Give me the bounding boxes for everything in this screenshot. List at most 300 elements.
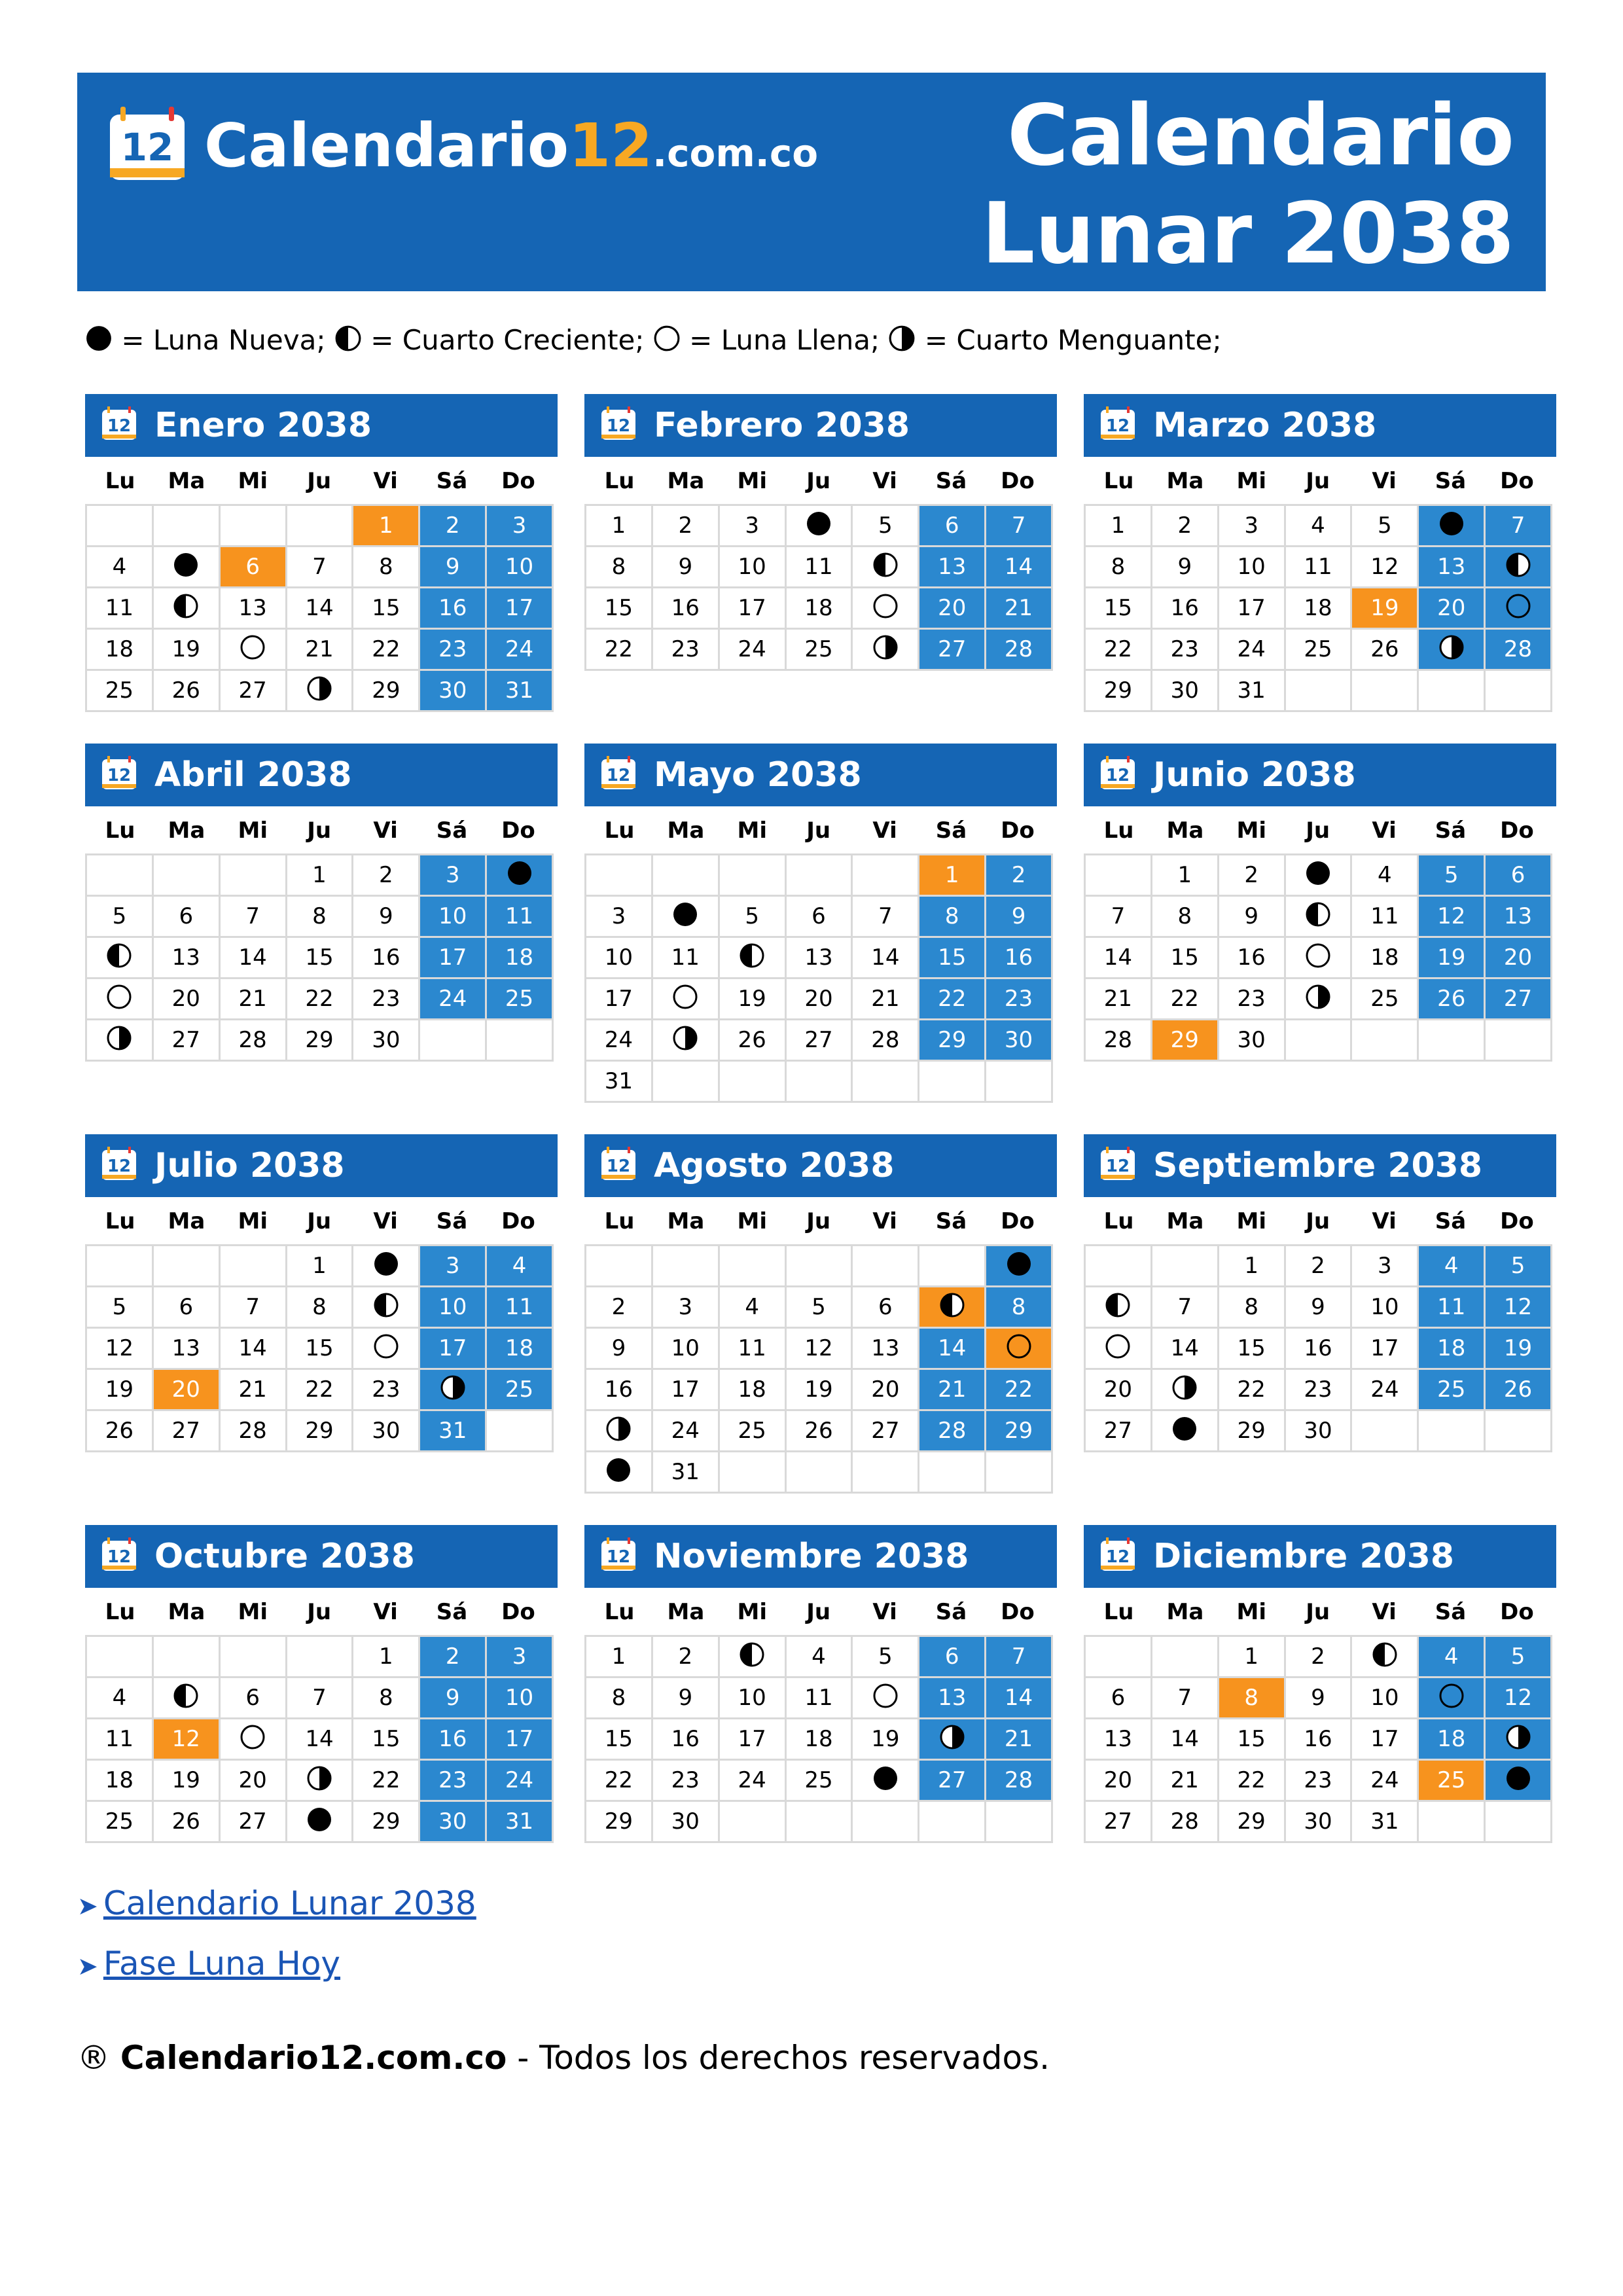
day-cell[interactable]: 6 (853, 1287, 918, 1327)
day-cell[interactable]: 2 (1152, 506, 1217, 545)
day-cell[interactable]: 19 (1352, 588, 1417, 628)
day-cell[interactable] (653, 897, 718, 936)
day-cell[interactable]: 14 (221, 938, 285, 977)
day-cell[interactable]: 24 (420, 979, 485, 1018)
day-cell[interactable] (420, 1370, 485, 1409)
day-cell[interactable]: 31 (653, 1452, 718, 1492)
day-cell[interactable]: 10 (720, 547, 785, 586)
day-cell[interactable]: 24 (1352, 1370, 1417, 1409)
day-cell[interactable] (586, 1411, 651, 1450)
day-cell[interactable]: 28 (1486, 630, 1550, 669)
day-cell[interactable] (853, 588, 918, 628)
day-cell[interactable]: 12 (1352, 547, 1417, 586)
day-cell[interactable]: 26 (720, 1020, 785, 1060)
day-cell[interactable]: 1 (1152, 855, 1217, 895)
day-cell[interactable]: 19 (154, 1761, 219, 1800)
day-cell[interactable]: 11 (1419, 1287, 1484, 1327)
day-cell[interactable]: 23 (1286, 1761, 1351, 1800)
day-cell[interactable]: 8 (919, 897, 984, 936)
day-cell[interactable] (853, 630, 918, 669)
day-cell[interactable]: 5 (853, 506, 918, 545)
day-cell[interactable]: 18 (1352, 938, 1417, 977)
day-cell[interactable]: 24 (1352, 1761, 1417, 1800)
day-cell[interactable]: 10 (487, 1678, 552, 1717)
day-cell[interactable] (1486, 588, 1550, 628)
day-cell[interactable]: 13 (1086, 1719, 1150, 1759)
day-cell[interactable] (287, 1802, 352, 1841)
day-cell[interactable]: 29 (1219, 1802, 1284, 1841)
day-cell[interactable] (1286, 897, 1351, 936)
day-cell[interactable]: 26 (1352, 630, 1417, 669)
day-cell[interactable]: 8 (353, 1678, 418, 1717)
day-cell[interactable]: 10 (1352, 1287, 1417, 1327)
day-cell[interactable] (1419, 506, 1484, 545)
day-cell[interactable]: 7 (1152, 1287, 1217, 1327)
day-cell[interactable]: 1 (287, 1246, 352, 1285)
day-cell[interactable]: 21 (853, 979, 918, 1018)
day-cell[interactable]: 31 (420, 1411, 485, 1450)
day-cell[interactable]: 23 (1286, 1370, 1351, 1409)
day-cell[interactable]: 11 (87, 1719, 152, 1759)
day-cell[interactable]: 23 (653, 1761, 718, 1800)
day-cell[interactable]: 19 (154, 630, 219, 669)
day-cell[interactable]: 27 (1086, 1802, 1150, 1841)
day-cell[interactable]: 7 (986, 1637, 1051, 1676)
day-cell[interactable]: 13 (919, 1678, 984, 1717)
day-cell[interactable]: 28 (919, 1411, 984, 1450)
day-cell[interactable]: 9 (420, 1678, 485, 1717)
day-cell[interactable]: 16 (353, 938, 418, 977)
day-cell[interactable]: 11 (1352, 897, 1417, 936)
day-cell[interactable] (1419, 1678, 1484, 1717)
day-cell[interactable]: 10 (586, 938, 651, 977)
day-cell[interactable]: 15 (287, 938, 352, 977)
day-cell[interactable]: 24 (487, 630, 552, 669)
day-cell[interactable]: 3 (653, 1287, 718, 1327)
day-cell[interactable]: 7 (1086, 897, 1150, 936)
day-cell[interactable]: 3 (1352, 1246, 1417, 1285)
day-cell[interactable]: 22 (1086, 630, 1150, 669)
day-cell[interactable]: 29 (353, 1802, 418, 1841)
day-cell[interactable]: 26 (87, 1411, 152, 1450)
day-cell[interactable]: 29 (287, 1411, 352, 1450)
day-cell[interactable]: 27 (221, 1802, 285, 1841)
day-cell[interactable]: 13 (1486, 897, 1550, 936)
day-cell[interactable]: 8 (287, 1287, 352, 1327)
day-cell[interactable]: 20 (221, 1761, 285, 1800)
day-cell[interactable]: 6 (919, 1637, 984, 1676)
day-cell[interactable]: 22 (586, 630, 651, 669)
day-cell[interactable]: 19 (87, 1370, 152, 1409)
day-cell[interactable]: 2 (986, 855, 1051, 895)
day-cell[interactable] (353, 1246, 418, 1285)
day-cell[interactable]: 14 (1086, 938, 1150, 977)
day-cell[interactable]: 2 (653, 1637, 718, 1676)
day-cell[interactable]: 4 (1352, 855, 1417, 895)
day-cell[interactable]: 18 (787, 1719, 851, 1759)
day-cell[interactable]: 2 (1286, 1637, 1351, 1676)
day-cell[interactable]: 1 (353, 1637, 418, 1676)
day-cell[interactable]: 18 (1419, 1329, 1484, 1368)
day-cell[interactable] (154, 1678, 219, 1717)
day-cell[interactable]: 9 (1219, 897, 1284, 936)
day-cell[interactable]: 14 (221, 1329, 285, 1368)
day-cell[interactable]: 19 (787, 1370, 851, 1409)
day-cell[interactable]: 2 (420, 506, 485, 545)
day-cell[interactable]: 4 (1419, 1637, 1484, 1676)
day-cell[interactable]: 26 (1486, 1370, 1550, 1409)
day-cell[interactable]: 24 (720, 1761, 785, 1800)
day-cell[interactable]: 22 (986, 1370, 1051, 1409)
day-cell[interactable] (653, 979, 718, 1018)
day-cell[interactable]: 11 (787, 547, 851, 586)
day-cell[interactable]: 4 (1286, 506, 1351, 545)
day-cell[interactable]: 5 (853, 1637, 918, 1676)
day-cell[interactable]: 22 (919, 979, 984, 1018)
day-cell[interactable]: 16 (420, 1719, 485, 1759)
day-cell[interactable] (154, 588, 219, 628)
day-cell[interactable]: 9 (986, 897, 1051, 936)
day-cell[interactable]: 26 (154, 671, 219, 710)
day-cell[interactable] (1486, 1719, 1550, 1759)
day-cell[interactable]: 18 (1419, 1719, 1484, 1759)
day-cell[interactable]: 9 (1152, 547, 1217, 586)
day-cell[interactable]: 6 (1486, 855, 1550, 895)
day-cell[interactable]: 5 (1419, 855, 1484, 895)
day-cell[interactable] (487, 855, 552, 895)
day-cell[interactable]: 10 (653, 1329, 718, 1368)
day-cell[interactable]: 15 (353, 588, 418, 628)
day-cell[interactable]: 10 (420, 897, 485, 936)
day-cell[interactable]: 25 (787, 1761, 851, 1800)
day-cell[interactable]: 10 (1352, 1678, 1417, 1717)
day-cell[interactable]: 19 (853, 1719, 918, 1759)
day-cell[interactable] (1286, 938, 1351, 977)
day-cell[interactable]: 15 (353, 1719, 418, 1759)
day-cell[interactable]: 25 (787, 630, 851, 669)
day-cell[interactable]: 2 (586, 1287, 651, 1327)
day-cell[interactable]: 20 (1486, 938, 1550, 977)
day-cell[interactable]: 25 (1352, 979, 1417, 1018)
day-cell[interactable]: 14 (287, 588, 352, 628)
day-cell[interactable]: 2 (653, 506, 718, 545)
day-cell[interactable]: 23 (986, 979, 1051, 1018)
day-cell[interactable]: 13 (154, 1329, 219, 1368)
day-cell[interactable]: 11 (1286, 547, 1351, 586)
day-cell[interactable]: 30 (1152, 671, 1217, 710)
day-cell[interactable]: 22 (1219, 1370, 1284, 1409)
day-cell[interactable]: 22 (1219, 1761, 1284, 1800)
day-cell[interactable]: 18 (87, 630, 152, 669)
day-cell[interactable]: 23 (420, 1761, 485, 1800)
day-cell[interactable]: 23 (1219, 979, 1284, 1018)
day-cell[interactable]: 3 (420, 855, 485, 895)
day-cell[interactable]: 28 (1086, 1020, 1150, 1060)
day-cell[interactable]: 19 (1419, 938, 1484, 977)
day-cell[interactable]: 16 (1152, 588, 1217, 628)
day-cell[interactable]: 17 (586, 979, 651, 1018)
day-cell[interactable]: 23 (1152, 630, 1217, 669)
day-cell[interactable]: 10 (420, 1287, 485, 1327)
day-cell[interactable]: 30 (1219, 1020, 1284, 1060)
day-cell[interactable] (1286, 855, 1351, 895)
day-cell[interactable]: 29 (919, 1020, 984, 1060)
day-cell[interactable]: 16 (586, 1370, 651, 1409)
day-cell[interactable] (1419, 630, 1484, 669)
day-cell[interactable]: 3 (487, 1637, 552, 1676)
day-cell[interactable]: 18 (487, 938, 552, 977)
day-cell[interactable]: 8 (586, 1678, 651, 1717)
day-cell[interactable]: 8 (1219, 1678, 1284, 1717)
day-cell[interactable]: 25 (1419, 1370, 1484, 1409)
day-cell[interactable]: 22 (586, 1761, 651, 1800)
day-cell[interactable]: 23 (420, 630, 485, 669)
day-cell[interactable]: 9 (420, 547, 485, 586)
day-cell[interactable] (720, 1637, 785, 1676)
day-cell[interactable] (87, 1020, 152, 1060)
day-cell[interactable]: 22 (353, 630, 418, 669)
day-cell[interactable]: 19 (720, 979, 785, 1018)
day-cell[interactable] (1486, 1761, 1550, 1800)
day-cell[interactable]: 11 (87, 588, 152, 628)
day-cell[interactable]: 13 (154, 938, 219, 977)
day-cell[interactable]: 20 (1086, 1370, 1150, 1409)
day-cell[interactable]: 25 (487, 979, 552, 1018)
day-cell[interactable]: 30 (1286, 1411, 1351, 1450)
day-cell[interactable]: 24 (1219, 630, 1284, 669)
day-cell[interactable]: 5 (1486, 1246, 1550, 1285)
day-cell[interactable] (787, 506, 851, 545)
day-cell[interactable]: 20 (787, 979, 851, 1018)
day-cell[interactable] (853, 1761, 918, 1800)
day-cell[interactable]: 15 (1219, 1329, 1284, 1368)
day-cell[interactable]: 9 (1286, 1678, 1351, 1717)
day-cell[interactable]: 4 (87, 1678, 152, 1717)
day-cell[interactable]: 31 (1352, 1802, 1417, 1841)
day-cell[interactable]: 17 (1352, 1719, 1417, 1759)
day-cell[interactable]: 30 (353, 1411, 418, 1450)
day-cell[interactable]: 15 (1086, 588, 1150, 628)
day-cell[interactable]: 11 (487, 1287, 552, 1327)
day-cell[interactable]: 27 (154, 1411, 219, 1450)
day-cell[interactable]: 16 (653, 1719, 718, 1759)
day-cell[interactable]: 23 (353, 1370, 418, 1409)
day-cell[interactable]: 6 (154, 897, 219, 936)
day-cell[interactable]: 10 (487, 547, 552, 586)
day-cell[interactable] (853, 547, 918, 586)
day-cell[interactable]: 7 (853, 897, 918, 936)
day-cell[interactable]: 3 (586, 897, 651, 936)
day-cell[interactable]: 18 (720, 1370, 785, 1409)
day-cell[interactable]: 17 (420, 1329, 485, 1368)
day-cell[interactable]: 25 (720, 1411, 785, 1450)
day-cell[interactable] (853, 1678, 918, 1717)
day-cell[interactable]: 24 (720, 630, 785, 669)
day-cell[interactable]: 17 (720, 588, 785, 628)
day-cell[interactable]: 1 (1219, 1246, 1284, 1285)
day-cell[interactable]: 4 (1419, 1246, 1484, 1285)
day-cell[interactable]: 21 (221, 1370, 285, 1409)
day-cell[interactable]: 26 (787, 1411, 851, 1450)
day-cell[interactable]: 15 (1152, 938, 1217, 977)
day-cell[interactable]: 24 (487, 1761, 552, 1800)
day-cell[interactable]: 21 (919, 1370, 984, 1409)
day-cell[interactable]: 27 (919, 630, 984, 669)
day-cell[interactable]: 2 (420, 1637, 485, 1676)
day-cell[interactable]: 27 (787, 1020, 851, 1060)
day-cell[interactable]: 28 (986, 630, 1051, 669)
day-cell[interactable]: 31 (1219, 671, 1284, 710)
day-cell[interactable]: 1 (287, 855, 352, 895)
day-cell[interactable]: 20 (154, 1370, 219, 1409)
day-cell[interactable]: 20 (919, 588, 984, 628)
day-cell[interactable]: 21 (986, 588, 1051, 628)
day-cell[interactable] (1086, 1329, 1150, 1368)
day-cell[interactable]: 8 (586, 547, 651, 586)
day-cell[interactable]: 21 (221, 979, 285, 1018)
day-cell[interactable]: 7 (221, 1287, 285, 1327)
day-cell[interactable]: 15 (1219, 1719, 1284, 1759)
day-cell[interactable] (919, 1287, 984, 1327)
day-cell[interactable]: 17 (1219, 588, 1284, 628)
day-cell[interactable]: 20 (154, 979, 219, 1018)
day-cell[interactable] (586, 1452, 651, 1492)
day-cell[interactable]: 28 (986, 1761, 1051, 1800)
day-cell[interactable]: 31 (487, 1802, 552, 1841)
day-cell[interactable]: 29 (1152, 1020, 1217, 1060)
day-cell[interactable]: 7 (287, 1678, 352, 1717)
day-cell[interactable]: 9 (586, 1329, 651, 1368)
day-cell[interactable]: 10 (720, 1678, 785, 1717)
day-cell[interactable]: 6 (919, 506, 984, 545)
day-cell[interactable]: 22 (353, 1761, 418, 1800)
day-cell[interactable]: 9 (353, 897, 418, 936)
day-cell[interactable] (287, 1761, 352, 1800)
day-cell[interactable]: 22 (287, 979, 352, 1018)
day-cell[interactable] (1486, 547, 1550, 586)
day-cell[interactable]: 17 (1352, 1329, 1417, 1368)
day-cell[interactable] (1286, 979, 1351, 1018)
day-cell[interactable]: 18 (487, 1329, 552, 1368)
day-cell[interactable]: 24 (653, 1411, 718, 1450)
day-cell[interactable]: 22 (287, 1370, 352, 1409)
day-cell[interactable]: 16 (1286, 1329, 1351, 1368)
day-cell[interactable]: 9 (653, 1678, 718, 1717)
day-cell[interactable]: 11 (720, 1329, 785, 1368)
day-cell[interactable]: 12 (87, 1329, 152, 1368)
day-cell[interactable]: 31 (586, 1062, 651, 1101)
day-cell[interactable]: 7 (221, 897, 285, 936)
day-cell[interactable]: 27 (1486, 979, 1550, 1018)
day-cell[interactable]: 3 (420, 1246, 485, 1285)
day-cell[interactable] (919, 1719, 984, 1759)
day-cell[interactable] (720, 938, 785, 977)
day-cell[interactable]: 27 (919, 1761, 984, 1800)
day-cell[interactable]: 12 (787, 1329, 851, 1368)
link-fase-luna-hoy[interactable]: Fase Luna Hoy (103, 1945, 341, 1982)
day-cell[interactable]: 8 (1152, 897, 1217, 936)
day-cell[interactable]: 2 (353, 855, 418, 895)
day-cell[interactable] (87, 979, 152, 1018)
day-cell[interactable]: 28 (221, 1020, 285, 1060)
day-cell[interactable]: 13 (221, 588, 285, 628)
day-cell[interactable]: 27 (1086, 1411, 1150, 1450)
day-cell[interactable]: 7 (287, 547, 352, 586)
day-cell[interactable]: 26 (1419, 979, 1484, 1018)
day-cell[interactable]: 19 (1486, 1329, 1550, 1368)
day-cell[interactable]: 8 (1219, 1287, 1284, 1327)
day-cell[interactable]: 30 (1286, 1802, 1351, 1841)
day-cell[interactable]: 30 (653, 1802, 718, 1841)
day-cell[interactable]: 16 (986, 938, 1051, 977)
day-cell[interactable]: 7 (1152, 1678, 1217, 1717)
day-cell[interactable]: 13 (919, 547, 984, 586)
day-cell[interactable]: 14 (986, 547, 1051, 586)
day-cell[interactable]: 4 (487, 1246, 552, 1285)
day-cell[interactable]: 14 (986, 1678, 1051, 1717)
day-cell[interactable]: 29 (1219, 1411, 1284, 1450)
day-cell[interactable] (653, 1020, 718, 1060)
day-cell[interactable]: 5 (87, 1287, 152, 1327)
day-cell[interactable]: 7 (1486, 506, 1550, 545)
day-cell[interactable]: 17 (487, 588, 552, 628)
day-cell[interactable]: 5 (1352, 506, 1417, 545)
day-cell[interactable]: 1 (1086, 506, 1150, 545)
day-cell[interactable]: 26 (154, 1802, 219, 1841)
day-cell[interactable]: 5 (787, 1287, 851, 1327)
day-cell[interactable]: 16 (653, 588, 718, 628)
day-cell[interactable]: 13 (853, 1329, 918, 1368)
day-cell[interactable]: 13 (1419, 547, 1484, 586)
day-cell[interactable]: 17 (487, 1719, 552, 1759)
day-cell[interactable]: 3 (487, 506, 552, 545)
day-cell[interactable]: 24 (586, 1020, 651, 1060)
day-cell[interactable]: 12 (1486, 1287, 1550, 1327)
day-cell[interactable]: 14 (919, 1329, 984, 1368)
day-cell[interactable]: 13 (787, 938, 851, 977)
day-cell[interactable] (221, 1719, 285, 1759)
day-cell[interactable]: 16 (1219, 938, 1284, 977)
day-cell[interactable]: 25 (487, 1370, 552, 1409)
day-cell[interactable]: 29 (986, 1411, 1051, 1450)
day-cell[interactable]: 20 (853, 1370, 918, 1409)
day-cell[interactable]: 1 (586, 506, 651, 545)
day-cell[interactable]: 6 (787, 897, 851, 936)
day-cell[interactable]: 7 (986, 506, 1051, 545)
day-cell[interactable] (1152, 1370, 1217, 1409)
day-cell[interactable] (1086, 1287, 1150, 1327)
link-calendario-lunar[interactable]: Calendario Lunar 2038 (103, 1884, 476, 1922)
day-cell[interactable]: 15 (586, 588, 651, 628)
day-cell[interactable]: 29 (353, 671, 418, 710)
day-cell[interactable] (154, 547, 219, 586)
day-cell[interactable]: 25 (87, 1802, 152, 1841)
day-cell[interactable]: 29 (1086, 671, 1150, 710)
day-cell[interactable]: 22 (1152, 979, 1217, 1018)
day-cell[interactable]: 4 (87, 547, 152, 586)
day-cell[interactable]: 29 (287, 1020, 352, 1060)
day-cell[interactable]: 3 (1219, 506, 1284, 545)
day-cell[interactable]: 30 (986, 1020, 1051, 1060)
day-cell[interactable]: 27 (853, 1411, 918, 1450)
day-cell[interactable]: 5 (720, 897, 785, 936)
day-cell[interactable]: 3 (720, 506, 785, 545)
day-cell[interactable]: 25 (87, 671, 152, 710)
day-cell[interactable]: 2 (1286, 1246, 1351, 1285)
day-cell[interactable]: 4 (787, 1637, 851, 1676)
day-cell[interactable]: 8 (1086, 547, 1150, 586)
day-cell[interactable]: 10 (1219, 547, 1284, 586)
